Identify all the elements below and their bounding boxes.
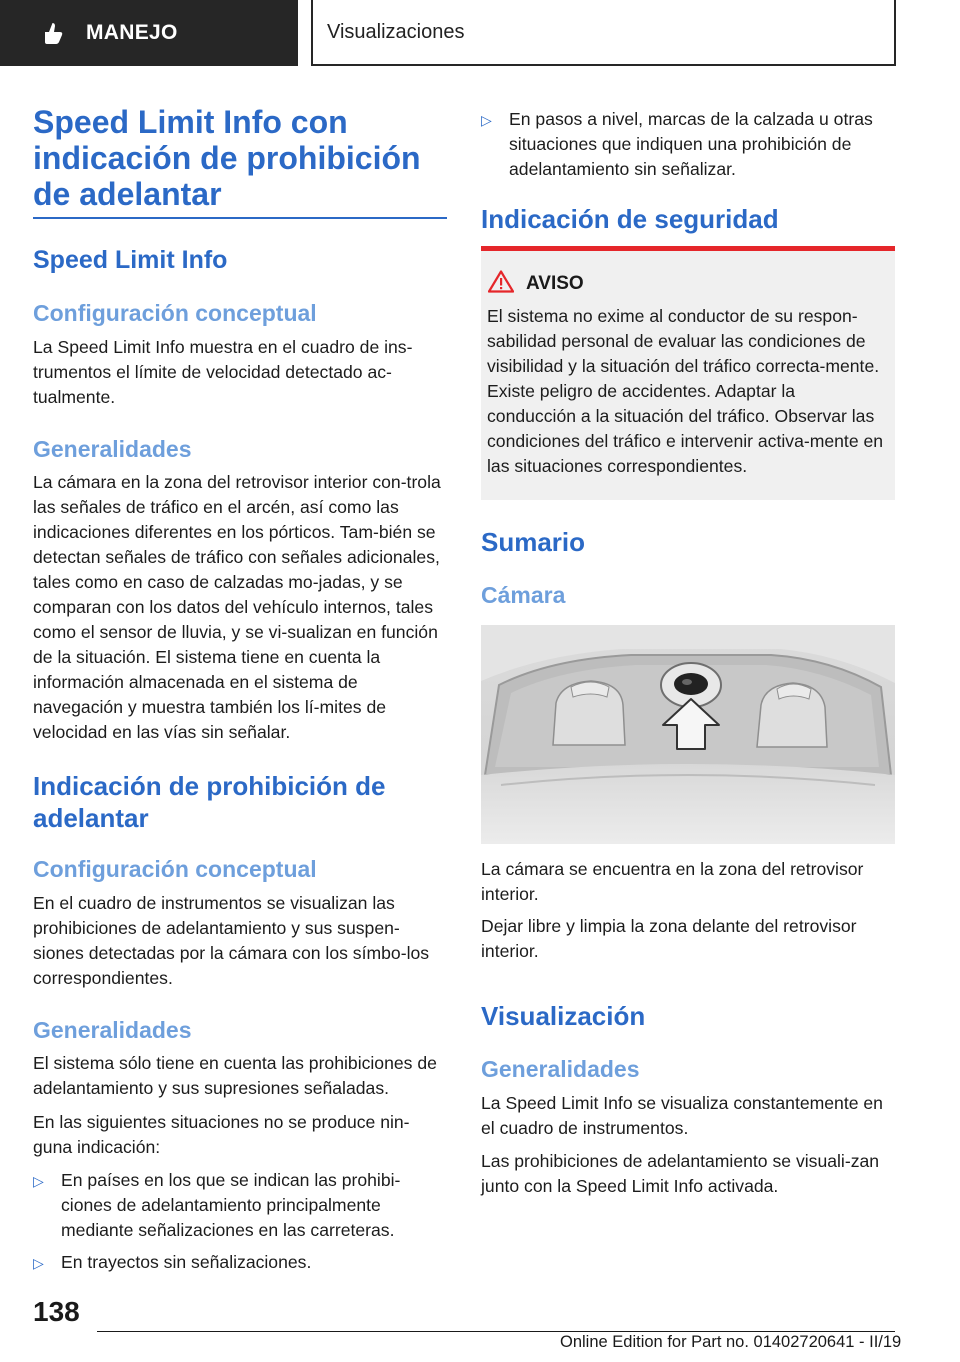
page-number: 138 (33, 1296, 80, 1327)
steering-hand-icon (38, 19, 66, 47)
header-topic-box (311, 0, 896, 66)
list-item: ▷ En trayectos sin señalizaciones. (33, 1250, 447, 1276)
paragraph-camara-1: La cámara se encuentra en la zona del retrovisor interior. (481, 859, 864, 904)
subheading-generalidades-3: Generalidades (481, 1056, 640, 1082)
header-section-tab (0, 0, 298, 66)
paragraph-generalidades: La cámara en la zona del retrovisor interior con-trola las señales de tráfico en el arcén, así como las indicaciones diferentes en los pórticos. Tam-bién se detectan señales de tráfico con señales adicionales, tales como en caso de calzadas mo-jadas, y se comparan con los datos del vehículo internos, tales como el sensor de lluvia, y se vi-sualizan en función de la situación. El sistema tiene en cuenta la información almacenada en el sistema de navegación y muestra también los lí-mites de velocidad en las vías sin señalar. (33, 472, 441, 742)
heading-sumario: Sumario (481, 527, 586, 557)
heading-visualizacion: Visualización (481, 1001, 646, 1031)
paragraph-camara-2: Dejar libre y limpia la zona delante del retrovisor interior. (481, 916, 857, 961)
warning-text: El sistema no exime al conductor de su respon-sabilidad personal de evaluar las condiciones de visibilidad y la situación del tráfico correcta-mente. Existe peligro de accidentes. Adaptar la conducción a la situación del tráfico. Observar las condiciones del tráfico e intervenir activa-mente en las situaciones correspondientes. (487, 306, 884, 476)
footer-edition: Online Edition for Part no. 01402720641 - II/19 (560, 1333, 902, 1351)
warning-triangle-icon (488, 270, 514, 298)
list-item: ▷ En pasos a nivel, marcas de la calzada u otras situaciones que indiquen una prohibición de adelantamiento sin señalizar. (481, 107, 895, 182)
triangle-bullet-icon: ▷ (481, 112, 492, 128)
heading-prohibicion: Indicación de prohibición de adelantar (33, 771, 386, 833)
subheading-generalidades-2: Generalidades (33, 1017, 192, 1043)
subheading-configuracion: Configuración conceptual (33, 300, 317, 326)
triangle-bullet-icon: ▷ (33, 1173, 44, 1189)
paragraph-situaciones: En las siguientes situaciones no se produce nin-guna indicación: (33, 1112, 410, 1157)
title-divider (33, 217, 447, 219)
heading-seguridad: Indicación de seguridad (481, 204, 779, 234)
triangle-bullet-icon: ▷ (33, 1255, 44, 1271)
paragraph-visualizacion-2: Las prohibiciones de adelantamiento se visuali-zan junto con la Speed Limit Info activada. (481, 1151, 880, 1196)
paragraph-config-2: En el cuadro de instrumentos se visualizan las prohibiciones de adelantamiento y sus suspen-siones detectadas por la cámara con los símbo-los correspondientes. (33, 893, 430, 988)
subheading-generalidades: Generalidades (33, 436, 192, 462)
paragraph-config: La Speed Limit Info muestra en el cuadro de ins-trumentos el límite de velocidad detectado ac-tualmente. (33, 337, 413, 407)
warning-label: AVISO (526, 273, 584, 294)
camera-location-illustration (481, 625, 895, 844)
topic-label: Visualizaciones (327, 20, 465, 43)
heading-speed-limit-info: Speed Limit Info (33, 246, 228, 274)
paragraph-visualizacion-1: La Speed Limit Info se visualiza constantemente en el cuadro de instrumentos. (481, 1093, 883, 1138)
warning-header (488, 270, 584, 298)
subheading-camara: Cámara (481, 582, 566, 608)
subheading-configuracion-2: Configuración conceptual (33, 856, 317, 882)
footer-divider (97, 1331, 895, 1332)
section-label: MANEJO (86, 21, 178, 44)
page-title: Speed Limit Info con indicación de prohibición de adelantar (33, 104, 421, 212)
paragraph-generalidades-2: El sistema sólo tiene en cuenta las prohibiciones de adelantamiento y sus supresiones señaladas. (33, 1053, 437, 1098)
list-item: ▷ En países en los que se indican las prohibi-ciones de adelantamiento principalmente mediante señalizaciones en las carreteras. (33, 1168, 447, 1243)
